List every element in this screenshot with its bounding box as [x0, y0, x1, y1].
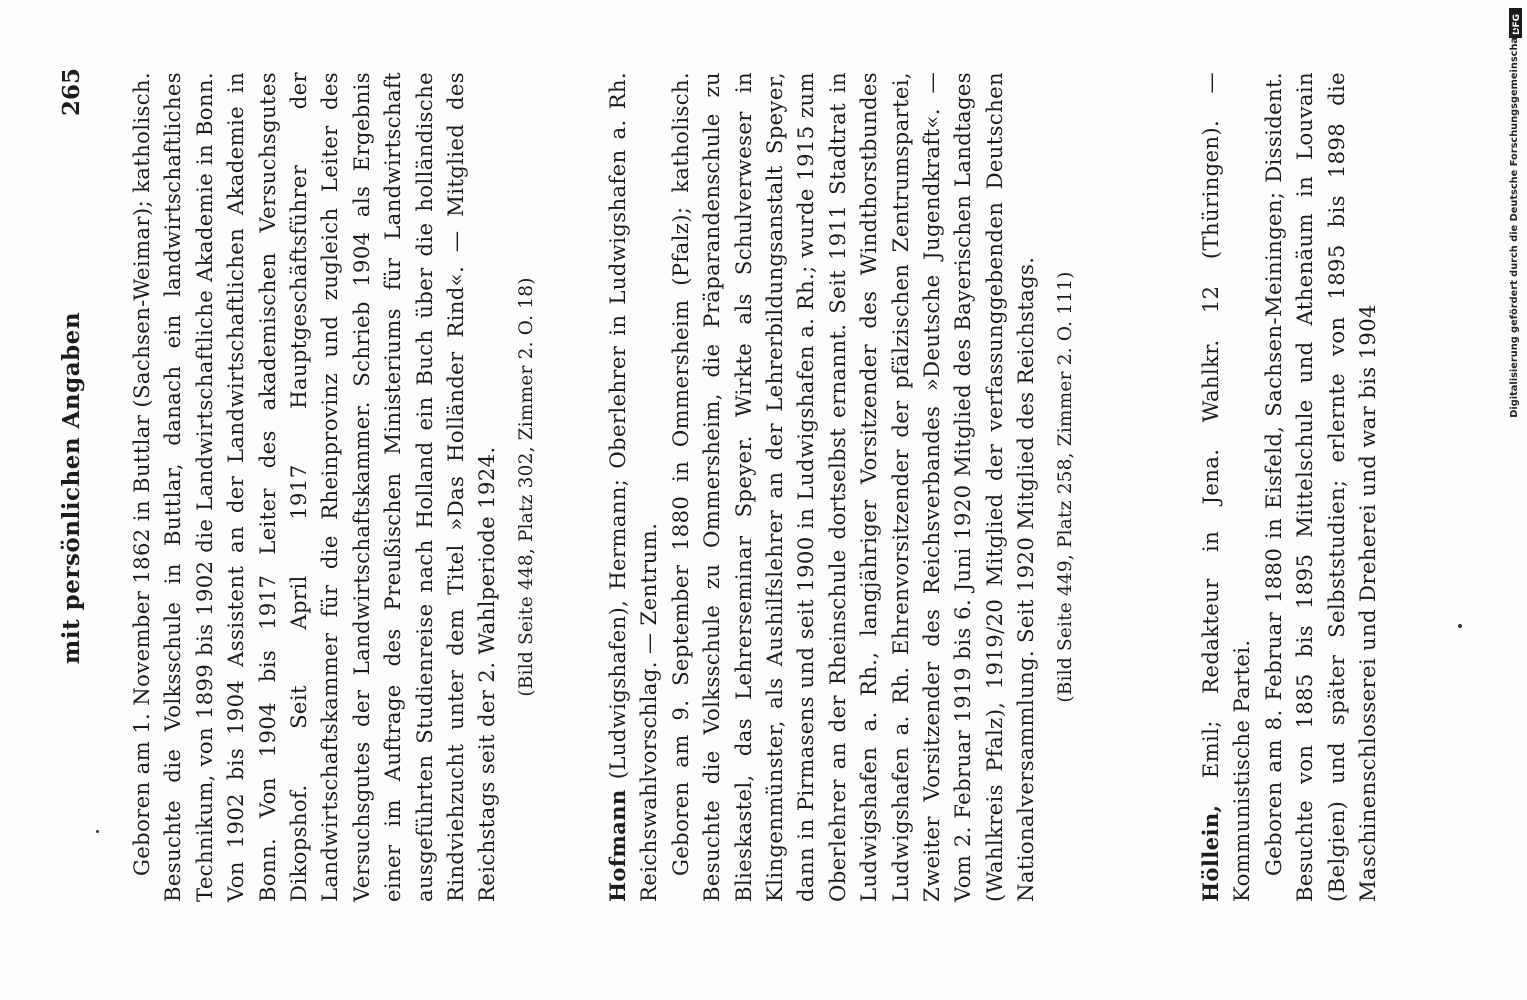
entry-name: Höllein,	[1198, 804, 1223, 902]
entry-heading-text: (Ludwigshafen), Hermann; Oberlehrer in Ludwigshafen a. Rh. Reichswahlvorschlag. — Zentrum.	[605, 71, 662, 902]
biography-entry-hoellein	[1195, 72, 1383, 902]
watermark-text: Digitalisierung gefördert durch die Deutsche Forschungsgemeinschaft	[1509, 28, 1520, 418]
dfg-logo-text: DFG	[1512, 13, 1522, 35]
entry-heading	[1195, 72, 1258, 902]
picture-reference: (Bild Seite 449, Platz 258, Zimmer 2. O. 111)	[1054, 271, 1076, 703]
entry-body: Geboren am 9. September 1880 in Ommersheim (Pfalz); katholisch. Besuchte die Volksschule zu Ommersheim, die Präparandenschule zu Blieskastel, das Lehrerseminar Speyer. Wirkte als Schulverweser in Klingenmünster, als Aushilfslehrer an der Lehrerbildungsanstalt Speyer, dann in Pirmasens und seit 1900 in Ludwigshafen a. Rh.; wurde 1915 zum Oberlehrer an der Rheinschule dortselbst ernannt. Seit 1911 Stadtrat in Ludwigshafen a. Rh., langjähriger Vorsitzender des Windthorstbundes Ludwigshafen a. Rh. Ehrenvorsitzender der pfälzischen Zentrumspartei, Zweiter Vorsitzender des Reichsverbandes »Deutsche Jugendkraft«. — Vom 2. Februar 1919 bis 6. Juni 1920 Mitglied des Bayerischen Landtages (Wahlkreis Pfalz), 1919/20 Mitglied der verfassunggebenden Deutschen Nationalversammlung. Seit 1920 Mitglied des Reichstags.	[667, 72, 1039, 902]
entry-body: Geboren am 1. November 1862 in Buttlar (Sachsen-Weimar); katholisch. Besuchte die Volksschule in Buttlar, danach ein landwirtschaftliches Technikum, von 1899 bis 1902 die Landwirtschaftliche Akademie in Bonn. Von 1902 bis 1904 Assistent an der Landwirtschaftlichen Akademie in Bonn. Von 1904 bis 1917 Leiter des akademischen Versuchsgutes Dikopshof. Seit April 1917 Hauptgeschäftsführer der Landwirtschaftskammer für die Rheinprovinz und zugleich Leiter des Versuchsgutes der Landwirtschaftskammer. Schrieb 1904 als Ergebnis einer im Auftrage des Preußischen Ministeriums für Landwirtschaft ausgeführten Studienreise nach Holland ein Buch über die holländische Rindviehzucht unter dem Titel »Das Holländer Rind«. — Mitglied des Reichstags seit der 2. Wahlperiode 1924.	[129, 72, 500, 902]
page-header	[58, 68, 98, 908]
print-speck	[96, 830, 99, 833]
page-title: mit persönlichen Angaben	[58, 311, 85, 665]
biography-entry-hofmann	[602, 72, 1081, 902]
page-number: 265	[58, 68, 85, 117]
picture-reference: (Bild Seite 448, Platz 302, Zimmer 2. O. 18)	[515, 277, 537, 697]
entry-name: Hofmann	[605, 789, 630, 902]
print-speck	[1458, 624, 1462, 628]
entry-heading-text: Emil; Redakteur in Jena. Wahlkr. 12 (Thüringen). — Kommunistische Partei.	[1198, 72, 1255, 902]
entry-body: Geboren am 8. Februar 1880 in Eisfeld, Sachsen-Meiningen; Dissident. Besuchte von 1885 bis 1895 Mittelschule und Athenäum in Louvain (Belgien) und später Selbststudien; erlernte von 1895 bis 1898 die Maschinenschlosserei und Dreherei und war bis 1904	[1260, 72, 1381, 902]
biography-entry-continuation	[126, 72, 542, 902]
watermark	[1508, 8, 1522, 988]
entry-heading	[602, 72, 665, 902]
